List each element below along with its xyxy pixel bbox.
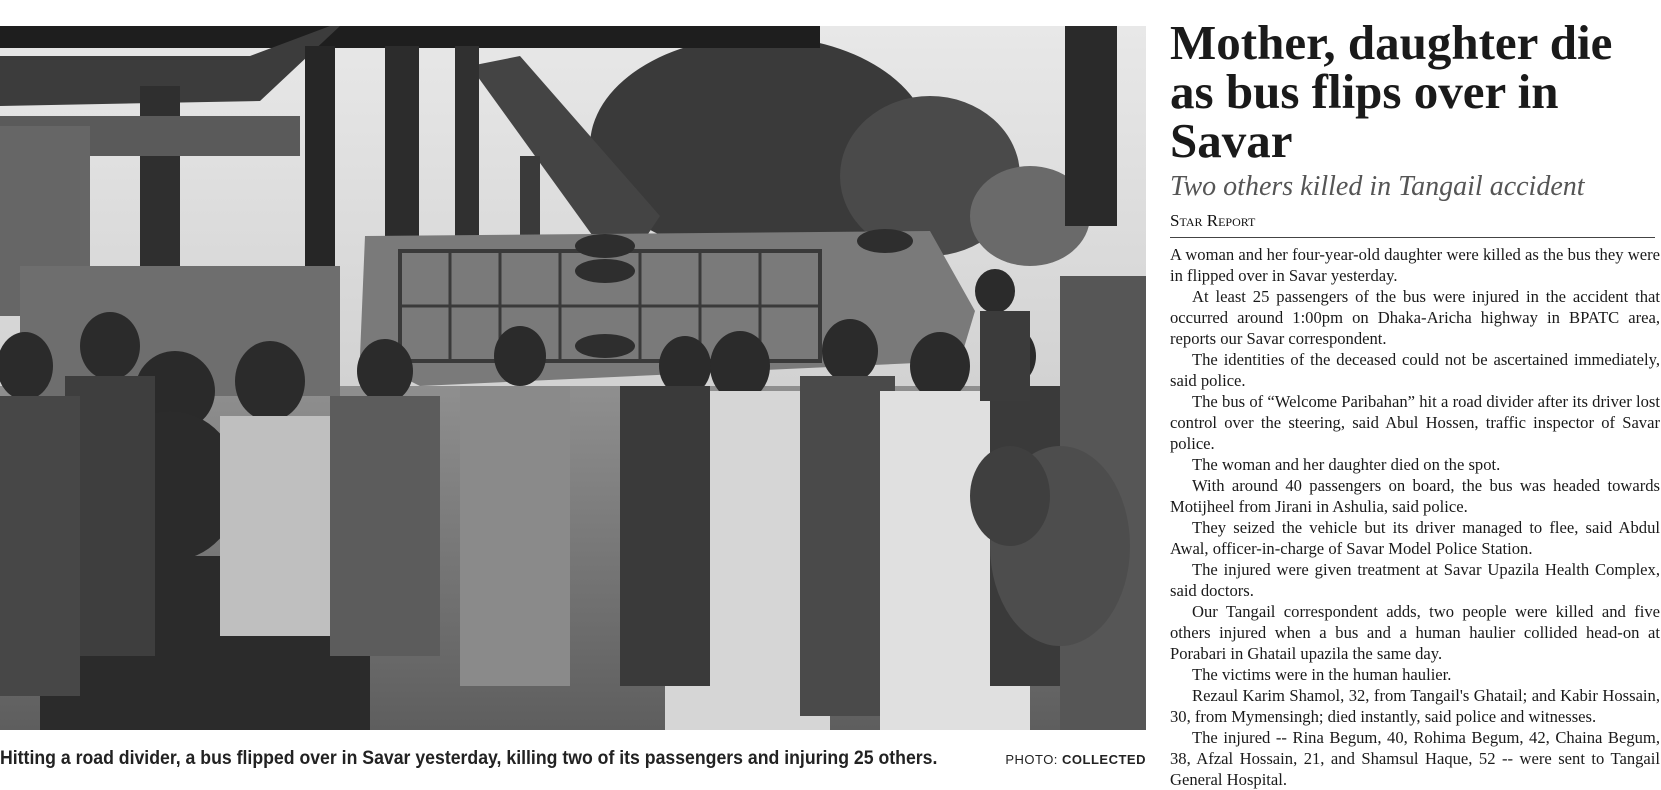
article-paragraph: The identities of the deceased could not be ascertained immediately, said police. xyxy=(1170,350,1660,390)
photo-caption: Hitting a road divider, a bus flipped over in Savar yesterday, killing two of its passengers and injuring 25 others. xyxy=(0,748,938,769)
article-paragraph: The injured were given treatment at Savar Upazila Health Complex, said doctors. xyxy=(1170,560,1660,600)
photo-credit xyxy=(1005,752,1146,767)
article xyxy=(1170,15,1660,790)
photo-credit-prefix: PHOTO: xyxy=(1005,752,1058,767)
news-photo xyxy=(0,26,1146,730)
article-body xyxy=(1170,244,1660,790)
article-paragraph: They seized the vehicle but its driver managed to flee, said Abdul Awal, officer-in-charge of Savar Model Police Station. xyxy=(1170,518,1660,558)
accident-scene-image xyxy=(0,26,1146,730)
byline: Star Report xyxy=(1170,211,1655,238)
article-paragraph: A woman and her four-year-old daughter were killed as the bus they were in flipped over in Savar yesterday. xyxy=(1170,245,1660,285)
article-paragraph: Rezaul Karim Shamol, 32, from Tangail's Ghatail; and Kabir Hossain, 30, from Mymensingh; died instantly, said police and witnesses. xyxy=(1170,686,1660,726)
article-paragraph: The bus of “Welcome Paribahan” hit a road divider after its driver lost control over the steering, said Abul Hossen, traffic inspector of Savar police. xyxy=(1170,392,1660,453)
article-paragraph: Our Tangail correspondent adds, two people were killed and five others injured when a bus and a human haulier collided head-on at Porabari in Ghatail upazila the same day. xyxy=(1170,602,1660,663)
subheadline: Two others killed in Tangail accident xyxy=(1170,171,1585,202)
article-paragraph: With around 40 passengers on board, the bus was headed towards Motijheel from Jirani in Ashulia, said police. xyxy=(1170,476,1660,516)
article-paragraph: The woman and her daughter died on the spot. xyxy=(1192,455,1501,474)
photo-credit-name: COLLECTED xyxy=(1062,752,1146,767)
article-paragraph: The injured -- Rina Begum, 40, Rohima Begum, 42, Chaina Begum, 38, Afzal Hossain, 21, and Shamsul Haque, 52 -- were sent to Tangail General Hospital. xyxy=(1170,728,1660,789)
article-paragraph: At least 25 passengers of the bus were injured in the accident that occurred around 1:00pm on Dhaka-Aricha highway in BPATC area, reports our Savar correspondent. xyxy=(1170,287,1660,348)
article-paragraph: The victims were in the human haulier. xyxy=(1192,665,1452,684)
headline: Mother, daughter die as bus flips over in Savar xyxy=(1170,15,1613,168)
